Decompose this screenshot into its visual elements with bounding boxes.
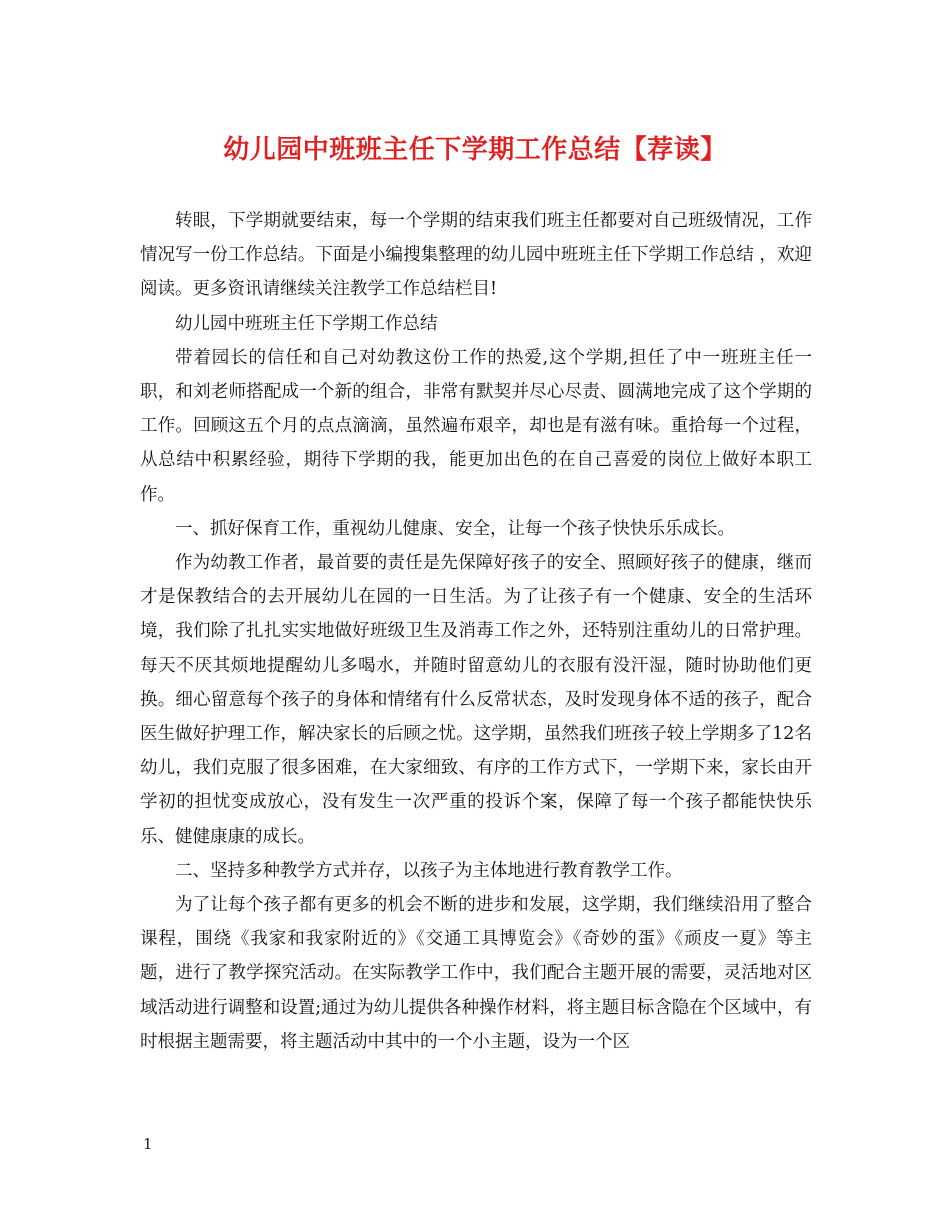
paragraph-section-1: 作为幼教工作者，最首要的责任是先保障好孩子的安全、照顾好孩子的健康，继而才是保教结合的去开展幼儿在园的一日生活。为了让孩子有一个健康、安全的生活环境，我们除了扎扎实实地做好班级卫生及消毒工作之外，还特别注重幼儿的日常护理。每天不厌其烦地提醒幼儿多喝水，并随时留意幼儿的衣服有没汗湿，随时协助他们更换。细心留意每个孩子的身体和情绪有什么反常状态，及时发现身体不适的孩子，配合医生做好护理工作，解决家长的后顾之忧。这学期，虽然我们班孩子较上学期多了12名幼儿，我们克服了很多困难，在大家细致、有序的工作方式下，一学期下来，家长由开学初的担忧变成放心，没有发生一次严重的投诉个案，保障了每一个孩子都能快快乐乐、健健康康的成长。 <box>140 553 812 847</box>
document-body <box>140 204 812 1059</box>
paragraph-section-2: 为了让每个孩子都有更多的机会不断的进步和发展，这学期，我们继续沿用了整合课程，围绕《我家和我家附近的》《交通工具博览会》《奇妙的蛋》《顽皮一夏》等主题，进行了教学探究活动。在实际教学工作中，我们配合主题开展的需要，灵活地对区域活动进行调整和设置;通过为幼儿提供各种操作材料，将主题目标含隐在个区域中，有时根据主题需要，将主题活动中其中的一个小主题，设为一个区 <box>140 895 812 1052</box>
paragraph-opening: 带着园长的信任和自己对幼教这份工作的热爱,这个学期,担任了中一班班主任一职，和刘老师搭配成一个新的组合，非常有默契并尽心尽责、圆满地完成了这个学期的工作。回顾这五个月的点点滴滴，虽然遍布艰辛，却也是有滋有味。重拾每一个过程，从总结中积累经验，期待下学期的我，能更加出色的在自己喜爱的岗位上做好本职工作。 <box>140 347 812 505</box>
document-title: 幼儿园中班班主任下学期工作总结【荐读】 <box>223 135 727 165</box>
section-heading-2: 二、坚持多种教学方式并存，以孩子为主体地进行教育教学工作。 <box>175 860 683 881</box>
paragraph-subtitle: 幼儿园中班班主任下学期工作总结 <box>175 313 438 334</box>
page-number: 1 <box>143 1135 153 1153</box>
section-heading-1: 一、抓好保育工作，重视幼儿健康、安全，让每一个孩子快快乐乐成长。 <box>175 518 735 539</box>
paragraph-intro: 转眼，下学期就要结束，每一个学期的结束我们班主任都要对自己班级情况，工作情况写一份工作总结。下面是小编搜集整理的幼儿园中班班主任下学期工作总结 ，欢迎阅读。更多资讯请继续关注教学工作总结栏目! <box>140 211 812 300</box>
